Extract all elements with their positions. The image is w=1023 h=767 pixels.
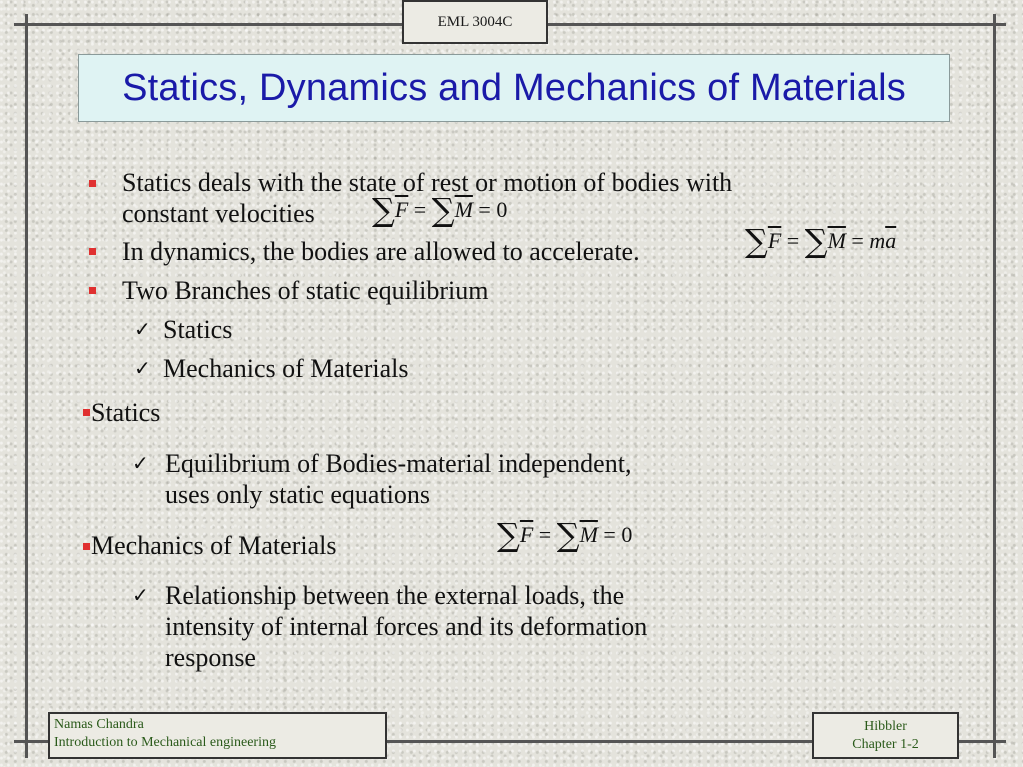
mom-desc-line2: intensity of internal forces and its deformation [165,612,648,641]
bullet-statics-line1: Statics deals with the state of rest or motion of bodies with [122,168,733,197]
mom-desc-line3: response [165,643,256,672]
checkmark-icon: ✓ [134,356,151,380]
equation-statics: $\sum\overline{F} = \sum\overline{M} = 0$ [372,191,508,229]
footer-course: Introduction to Mechanical engineering [54,735,276,750]
bullet-marker [89,287,96,294]
checkmark-icon: ✓ [132,451,149,475]
slide-title: Statics, Dynamics and Mechanics of Materials [122,66,906,109]
checkmark-icon: ✓ [134,317,151,341]
title-box [78,54,950,122]
bullet-marker [89,180,96,187]
course-code: EML 3004C [437,13,513,30]
branch-statics: Statics [163,315,233,344]
bullet-branches: Two Branches of static equilibrium [122,276,489,305]
course-code-box [402,0,548,44]
footer-book: Hibbler [864,719,907,734]
footer-chapter: Chapter 1-2 [852,737,919,752]
section-mom-heading: Mechanics of Materials [91,531,337,560]
equation-dynamics: $\sum\overline{F} = \sum\overline{M} = m\overline{a}$ [745,222,897,260]
footer-author: Namas Chandra [54,717,144,732]
footer-reference-box [812,712,959,759]
statics-desc-line1: Equilibrium of Bodies-material independent, [165,449,632,478]
frame-line-right [993,14,996,758]
bullet-marker [83,543,90,550]
bullet-dynamics: In dynamics, the bodies are allowed to accelerate. [122,237,640,266]
mom-desc-line1: Relationship between the external loads, the [165,581,625,610]
checkmark-icon: ✓ [132,583,149,607]
statics-desc-line2: uses only static equations [165,480,431,509]
bullet-statics-line2: constant velocities [122,199,315,228]
section-statics-heading: Statics [91,398,161,427]
bullet-marker [89,248,96,255]
branch-mechanics: Mechanics of Materials [163,354,409,383]
frame-line-left [25,14,28,758]
equation-mom: $\sum\overline{F} = \sum\overline{M} = 0$ [497,516,633,554]
footer-author-box [48,712,387,759]
bullet-marker [83,409,90,416]
